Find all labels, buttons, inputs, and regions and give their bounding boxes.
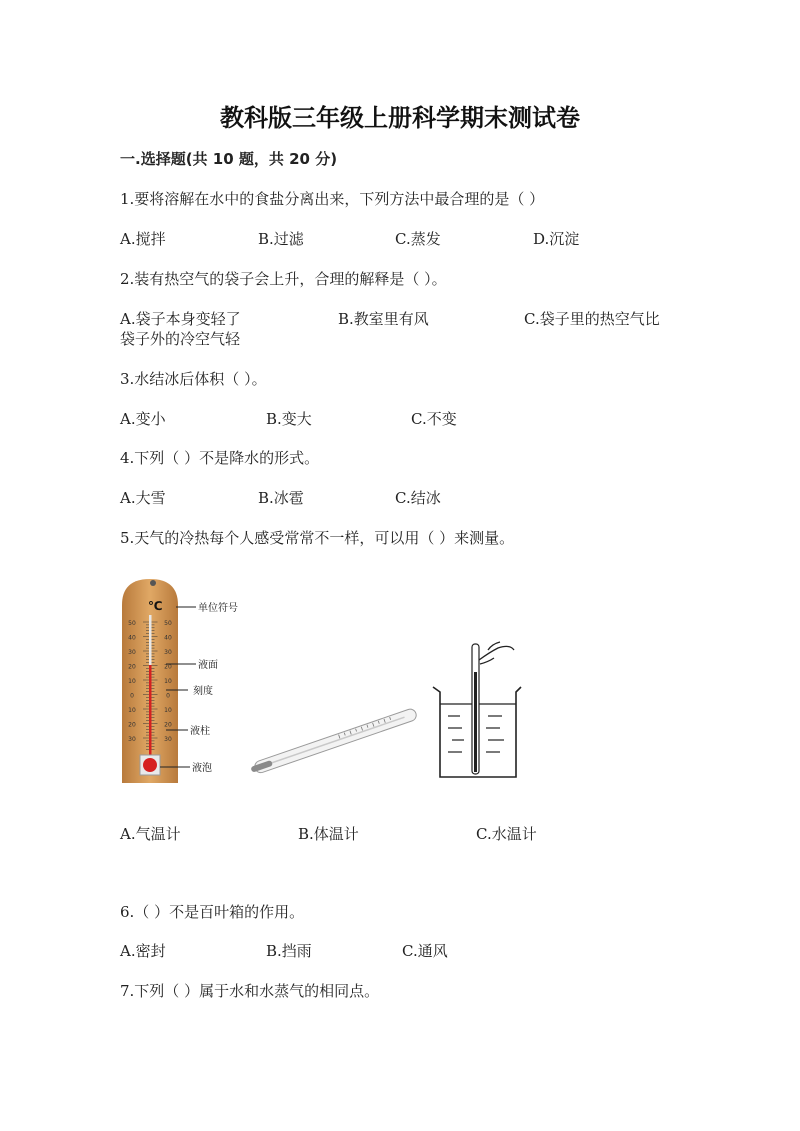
question-2-option-a[interactable]: A.袋子本身变轻了	[120, 310, 241, 328]
scale-number-right: 0	[166, 692, 170, 700]
question-3-option-a[interactable]: A.变小	[120, 410, 166, 428]
question-3-option-b[interactable]: B.变大	[266, 410, 312, 428]
question-5-option-b[interactable]: B.体温计	[298, 825, 359, 843]
scale-number-left: 50	[128, 620, 136, 627]
section-heading: 一.选择题(共 10 题，共 20 分)	[120, 150, 338, 168]
hanging-hole	[150, 580, 156, 586]
scale-number-left: 20	[128, 721, 136, 729]
question-6-option-a[interactable]: A.密封	[120, 942, 166, 960]
liquid-column	[149, 665, 152, 757]
scale-number-left: 30	[128, 736, 136, 743]
scale-number-right: 40	[164, 634, 172, 642]
scale-number-right: 20	[164, 721, 172, 729]
question-1-option-c[interactable]: C.蒸发	[395, 230, 441, 248]
question-2-stem: 2.装有热空气的袋子会上升，合理的解释是（ ）。	[120, 270, 447, 288]
hand-drawing	[479, 642, 514, 664]
scale-number-right: 50	[164, 620, 172, 627]
question-4-option-c[interactable]: C.结冰	[395, 489, 441, 507]
question-4-option-b[interactable]: B.冰雹	[258, 489, 304, 507]
question-3-option-c[interactable]: C.不变	[411, 410, 457, 428]
question-1-stem: 1.要将溶解在水中的食盐分离出来，下列方法中最合理的是（ ）	[120, 190, 545, 208]
question-1-option-b[interactable]: B.过滤	[258, 230, 304, 248]
question-1-option-d[interactable]: D.沉淀	[533, 230, 580, 248]
question-2-option-b[interactable]: B.教室里有风	[338, 310, 429, 328]
question-6-stem: 6.（ ）不是百叶箱的作用。	[120, 903, 305, 921]
label-liquid-bulb: 液泡	[192, 763, 212, 774]
label-unit-symbol: 单位符号	[198, 603, 238, 614]
liquid-bulb	[143, 758, 157, 772]
question-4-option-a[interactable]: A.大雪	[120, 489, 166, 507]
label-liquid-surface: 液面	[198, 660, 218, 671]
unit-symbol-text: ℃	[148, 599, 163, 613]
question-4-stem: 4.下列（ ）不是降水的形式。	[120, 449, 320, 467]
scale-number-left: 20	[128, 663, 136, 671]
question-6-option-b[interactable]: B.挡雨	[266, 942, 312, 960]
question-2-option-c-continuation: 袋子外的冷空气轻	[120, 330, 241, 348]
wooden-thermometer-illustration	[118, 575, 258, 787]
question-6-option-c[interactable]: C.通风	[402, 942, 448, 960]
question-5-option-a[interactable]: A.气温计	[120, 825, 181, 843]
clinical-thermometer-capillary	[272, 717, 404, 763]
scale-number-right: 10	[164, 678, 172, 685]
question-5-option-c[interactable]: C.水温计	[476, 825, 537, 843]
label-scale: 刻度	[193, 686, 213, 697]
label-liquid-column: 液柱	[190, 726, 210, 737]
question-5-stem: 5.天气的冷热每个人感受常常不一样，可以用（ ）来测量。	[120, 529, 515, 547]
scale-number-left: 40	[128, 634, 136, 642]
question-3-stem: 3.水结冰后体积（ ）。	[120, 370, 267, 388]
question-1-option-a[interactable]: A.搅拌	[120, 230, 166, 248]
page-title: 教科版三年级上册科学期末测试卷	[220, 104, 580, 132]
clinical-thermometer-illustration	[240, 700, 425, 780]
beaker-thermometer-liquid	[474, 672, 477, 772]
beaker-thermometer-illustration	[428, 632, 528, 782]
scale-number-left: 0	[130, 692, 134, 700]
scale-number-left: 30	[128, 649, 136, 656]
scale-number-right: 30	[164, 736, 172, 743]
question-2-option-c[interactable]: C.袋子里的热空气比	[524, 310, 660, 328]
scale-number-right: 30	[164, 649, 172, 656]
question-7-stem: 7.下列（ ）属于水和水蒸气的相同点。	[120, 982, 380, 1000]
scale-number-left: 10	[128, 707, 136, 714]
scale-number-left: 10	[128, 678, 136, 685]
scale-number-right: 20	[164, 663, 172, 671]
scale-number-right: 10	[164, 707, 172, 714]
